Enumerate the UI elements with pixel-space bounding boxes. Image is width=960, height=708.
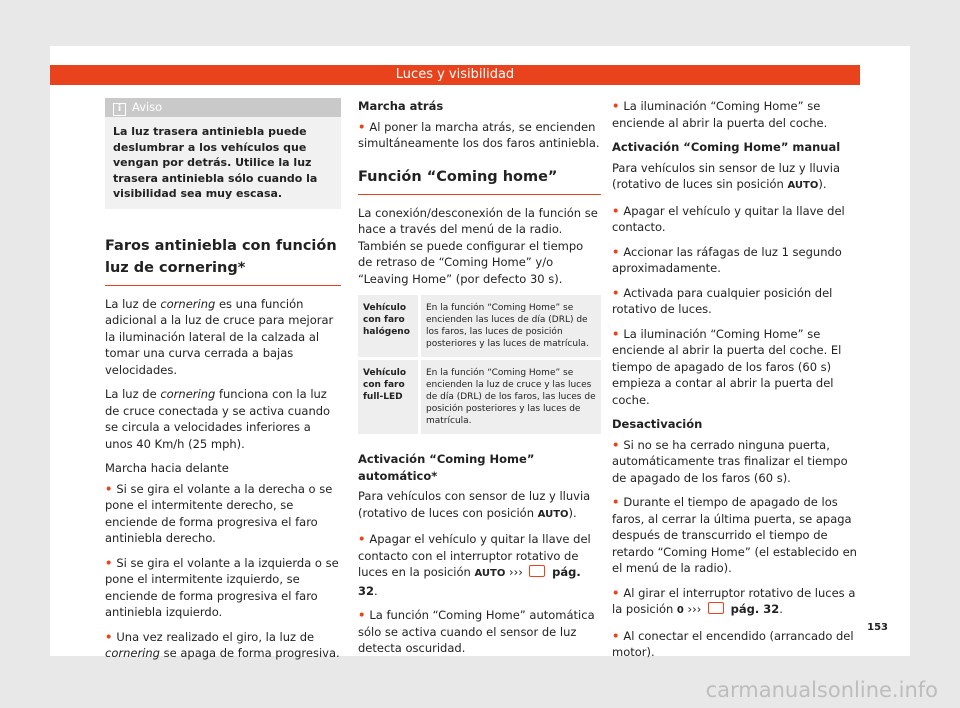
table-row — [358, 295, 601, 359]
section-heading-coming-home: Función “Coming home” — [358, 166, 601, 195]
paragraph: La luz de cornering es una función adicional a la luz de cruce para mejorar la iluminación lateral de la calzada al tomar una curva cerrada a bajas velocidades. — [105, 296, 334, 377]
bullet-item: • Una vez realizado el giro, la luz de cornering se apaga de forma progresiva. — [105, 629, 341, 662]
column-1 — [105, 98, 341, 670]
table-cell-text: En la función “Coming Home” se encienden las luces de día (DRL) de los faros, las luces de posición posteriores y las luces de matrícula. — [420, 295, 602, 359]
bullet-item: • Apagar el vehículo y quitar la llave del contacto con el interruptor rotativo de luces en la posición AUTO ››› pág. 32. — [358, 531, 601, 599]
warning-label: Aviso — [132, 100, 163, 114]
table-cell-label: Vehículo con faro halógeno — [358, 295, 420, 359]
subheading: Desactivación — [612, 417, 703, 431]
bullet-item: • Si no se ha cerrado ninguna puerta, automáticamente tras finalizar el tiempo de apagado de los faros (60 s). — [612, 437, 862, 487]
page-ref[interactable]: pág. 32 — [358, 565, 581, 598]
info-table — [358, 295, 601, 437]
auto-symbol: AUTO — [474, 568, 506, 579]
auto-symbol: AUTO — [537, 508, 569, 520]
subheading: Activación “Coming Home” manual — [612, 140, 841, 154]
off-symbol: 0 — [676, 605, 684, 616]
section-header: Luces y visibilidad — [50, 65, 860, 85]
bullet-item: • Al girar el interruptor rotativo de luces a la posición 0 ››› pág. 32. — [612, 585, 862, 620]
page-ref-icon — [529, 565, 545, 577]
warning-header — [105, 98, 341, 117]
watermark: carmanualsonline.info — [705, 678, 938, 702]
table-row — [358, 359, 601, 436]
subheading: Marcha atrás — [358, 99, 444, 113]
bullet-item: • Accionar las ráfagas de luz 1 segundo aproximadamente. — [612, 244, 862, 277]
page-ref-icon — [708, 602, 724, 614]
bullet-item: • Si se gira el volante a la derecha o se pone el intermitente derecho, se enciende de forma progresiva el faro antiniebla derecho. — [105, 481, 341, 547]
bullet-item: • Al poner la marcha atrás, se encienden simultáneamente los dos faros antiniebla. — [358, 119, 601, 152]
bullet-item: • Durante el tiempo de apagado de los faros, al cerrar la última puerta, se apaga después de transcurrido el tiempo de retardo “Coming Home” (el establecido en el menú de la radio). — [612, 494, 862, 577]
bullet-item: • Si se gira el volante a la izquierda o se pone el intermitente izquierdo, se enciende de forma progresiva el faro antiniebla izquierdo. — [105, 555, 341, 621]
table-cell-label: Vehículo con faro full-LED — [358, 359, 420, 436]
paragraph: Para vehículos con sensor de luz y lluvia (rotativo de luces con posición AUTO). — [358, 489, 591, 520]
bullet-item: • Apagar el vehículo y quitar la llave del contacto. — [612, 203, 862, 236]
bullet-item: • La función “Coming Home” automática sólo se activa cuando el sensor de luz detecta oscuridad. — [358, 607, 601, 657]
paragraph: La luz de cornering funciona con la luz de cruce conectada y se activa cuando se circula a velocidades inferiores a unos 40 Km/h (25 mph). — [105, 387, 331, 451]
bullet-item: • Activada para cualquier posición del rotativo de luces. — [612, 285, 862, 318]
page-number: 153 — [867, 622, 888, 633]
bullet-item: • La iluminación “Coming Home” se enciende al abrir la puerta del coche. — [612, 98, 862, 131]
section-heading-faros: Faros antiniebla con función luz de cornering* — [105, 235, 341, 286]
column-3 — [612, 98, 862, 669]
column-2 — [358, 98, 601, 665]
bullet-item: • La iluminación “Coming Home” se enciende al abrir la puerta del coche. El tiempo de apagado de los faros (60 s) empieza a contar al abrir la puerta del coche. — [612, 326, 862, 409]
subheading: Marcha hacia delante — [105, 461, 229, 475]
info-icon: i — [113, 103, 126, 116]
table-cell-text: En la función “Coming Home” se encienden la luz de cruce y las luces de día (DRL) de los faros, las luces de posición posteriores y las luces de matrícula. — [420, 359, 602, 436]
auto-symbol: AUTO — [787, 180, 819, 191]
paragraph: Para vehículos sin sensor de luz y lluvia (rotativo de luces sin posición AUTO). — [612, 160, 841, 191]
bullet-item: • Al conectar el encendido (arrancado del motor). — [612, 628, 862, 661]
paragraph: La conexión/desconexión de la función se hace a través del menú de la radio. También se puede configurar el tiempo de retraso de “Coming Home” y/o “Leaving Home” (por defecto 30 s). — [358, 205, 598, 286]
page-ref[interactable]: pág. 32 — [730, 602, 780, 616]
warning-box — [105, 98, 341, 209]
warning-text: La luz trasera antiniebla puede deslumbrar a los vehículos que vengan por detrás. Utilice la luz trasera antiniebla sólo cuando la visibilidad sea muy escasa. — [113, 125, 318, 200]
subheading: Activación “Coming Home” automático* — [358, 452, 535, 483]
